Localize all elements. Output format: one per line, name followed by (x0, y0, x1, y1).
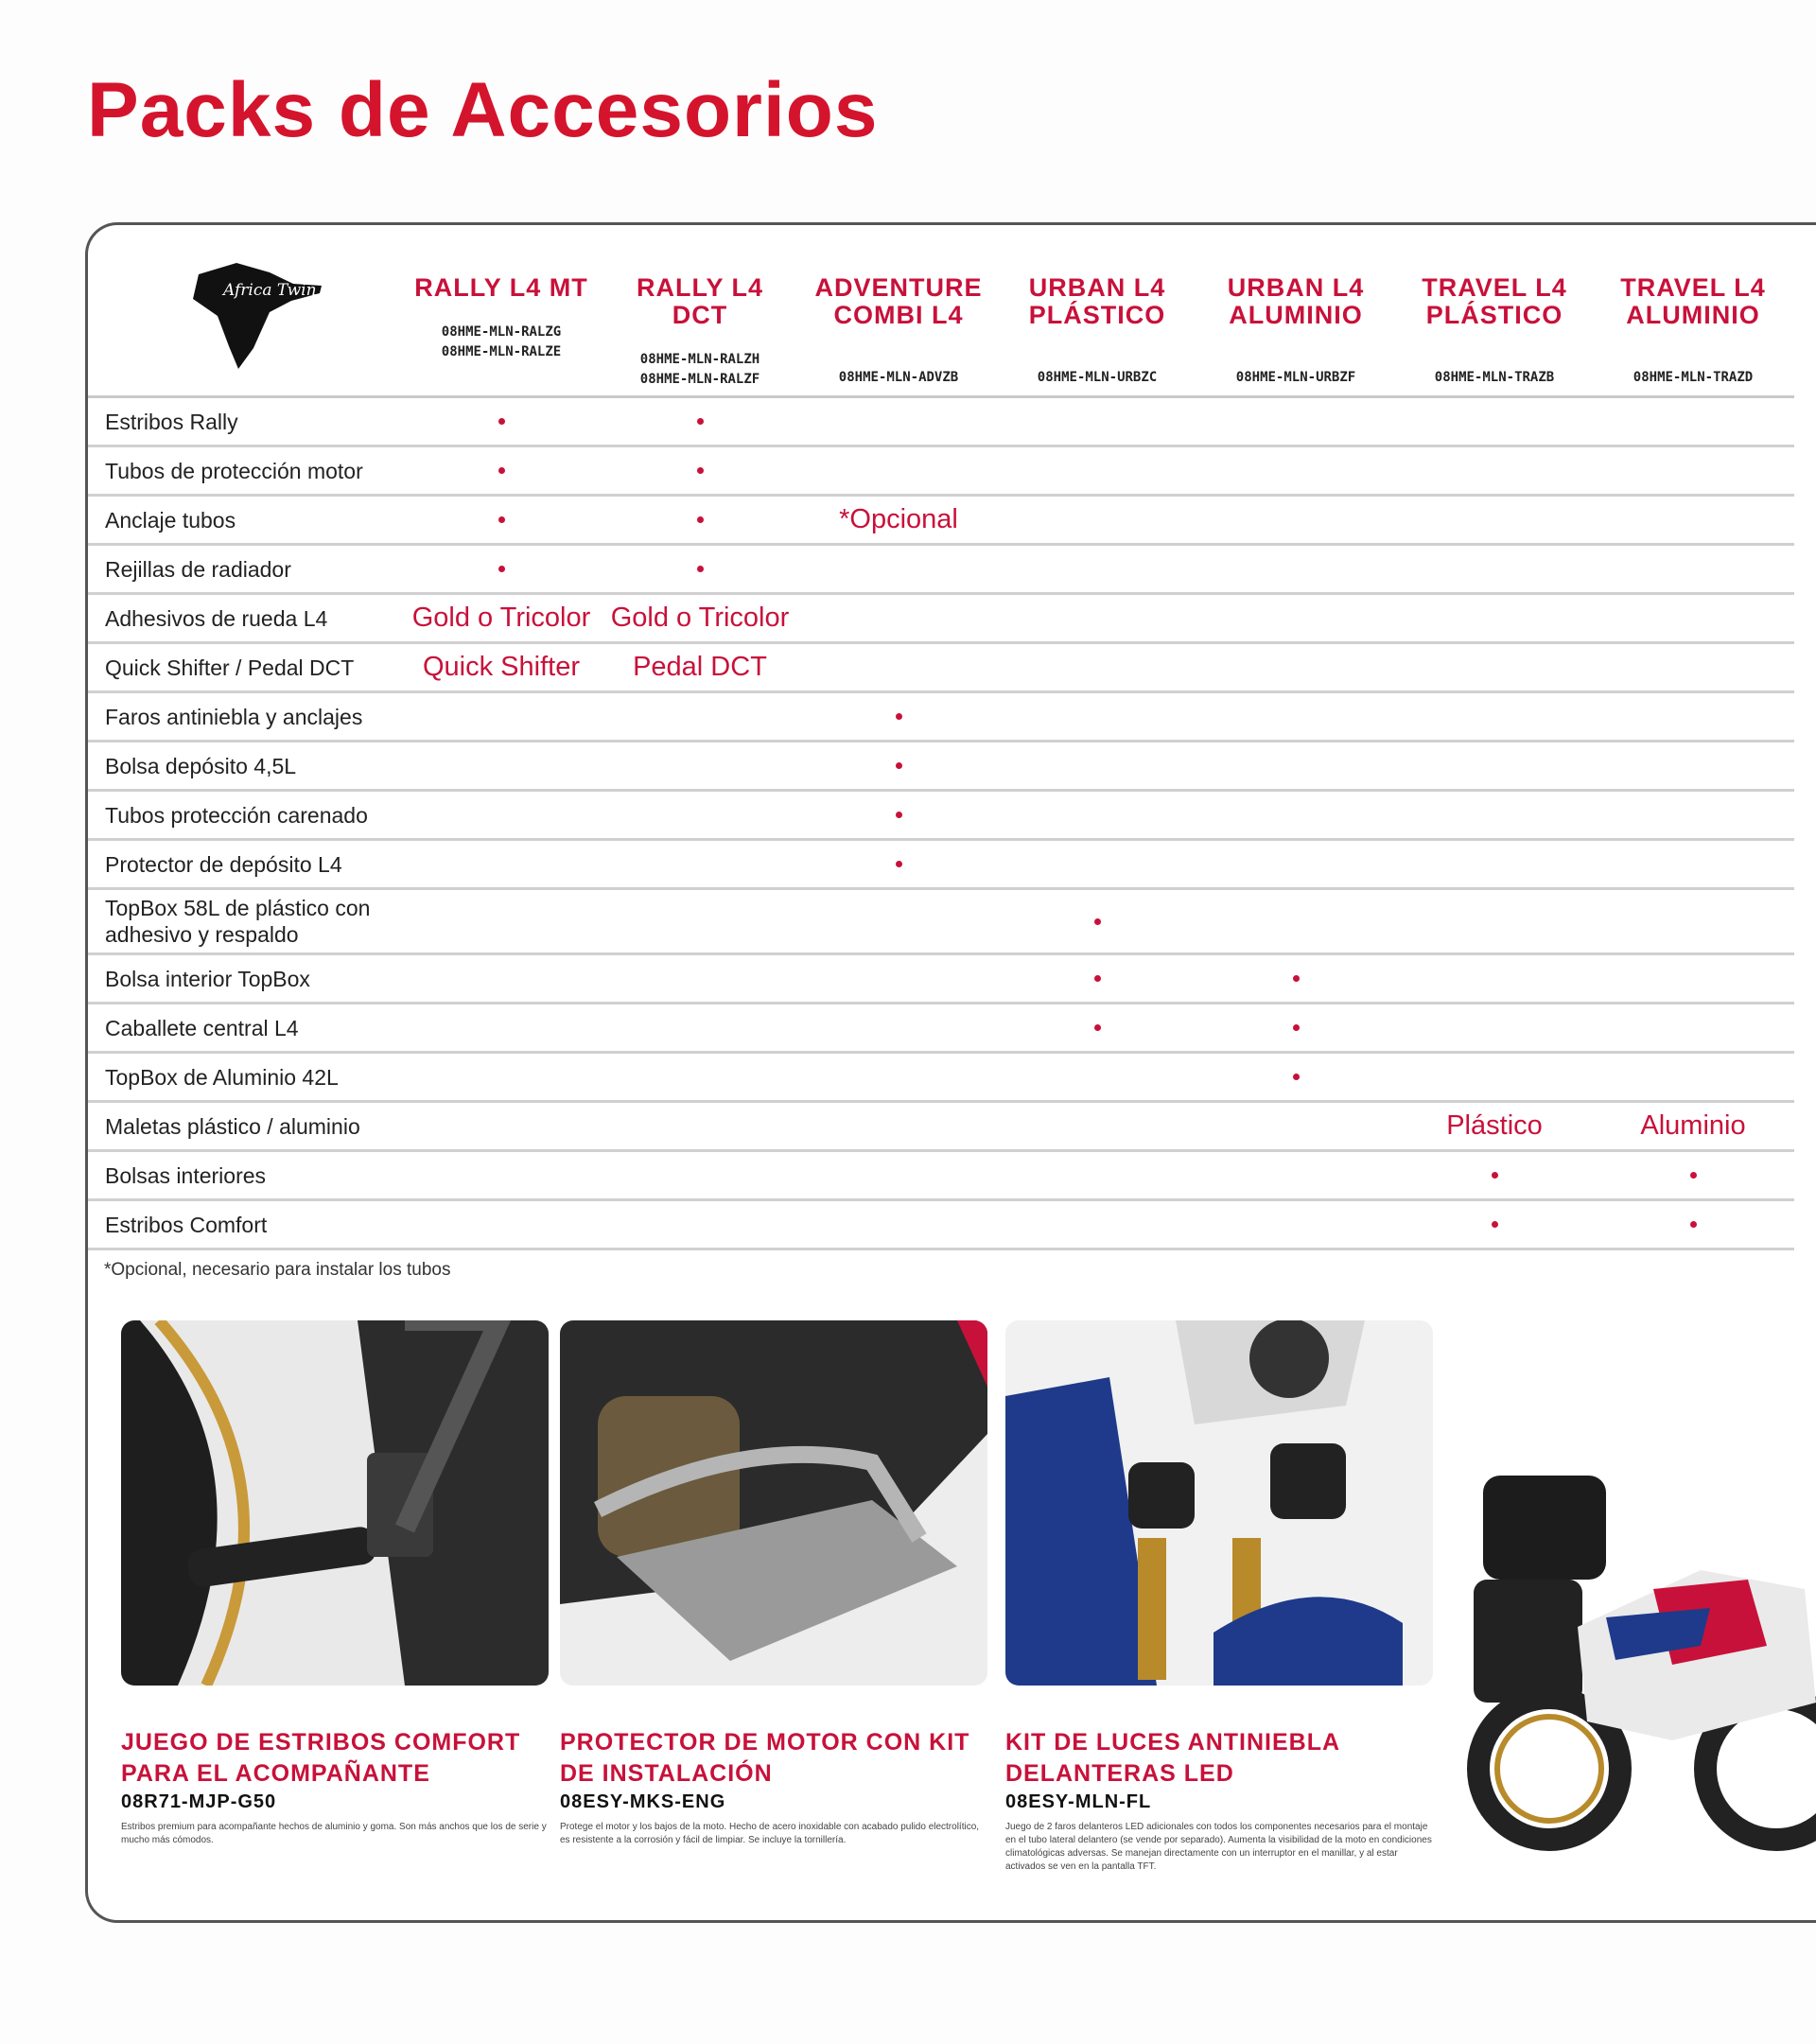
pack-name: ADVENTURE COMBI L4 (814, 273, 983, 329)
row-label: Bolsas interiores (105, 1162, 267, 1188)
row-label: Quick Shifter / Pedal DCT (105, 655, 355, 680)
card-title: KIT DE LUCES ANTINIEBLA DELANTERAS LED (1005, 1729, 1340, 1787)
pack-name: RALLY L4 DCT (636, 273, 764, 329)
included-dot (799, 792, 998, 838)
included-dot (1594, 1152, 1792, 1198)
card-title: PROTECTOR DE MOTOR CON KIT DE INSTALACIÓN (560, 1729, 970, 1787)
footpegs-photo (121, 1320, 549, 1686)
row-label: Estribos Rally (105, 409, 238, 434)
included-dot (799, 693, 998, 740)
product-card-comfort-footpegs (121, 1320, 549, 1847)
pack-name: TRAVEL L4 PLÁSTICO (1422, 273, 1567, 329)
cell-text: Pedal DCT (633, 652, 767, 682)
cell-text: Quick Shifter (423, 652, 580, 682)
row-label: Tubos protección carenado (105, 802, 368, 828)
included-dot (1196, 955, 1395, 1002)
pack-column-travel-aluminio (1598, 274, 1788, 388)
pack-code: 08HME-MLN-RALZH (639, 352, 760, 367)
pack-codes (1598, 368, 1788, 388)
row-label: TopBox 58L de plástico con adhesivo y respaldo (105, 896, 371, 947)
card-description: Protege el motor y los bajos de la moto. Hecho de acero inoxidable con acabado pulido electrolítico, es resistente a la corrosión y fácil de limpiar. Se incluye la tornillería. (560, 1822, 980, 1845)
fog-lights-image-icon (1005, 1320, 1433, 1686)
included-dot (998, 890, 1196, 952)
pack-codes (1003, 368, 1192, 388)
table-row (88, 497, 1794, 546)
included-dot (402, 398, 601, 445)
pack-code: 08HME-MLN-TRAZD (1633, 370, 1754, 385)
pack-name: RALLY L4 MT (414, 273, 588, 302)
pack-codes (1201, 368, 1390, 388)
pack-column-rally-mt (407, 274, 596, 362)
card-title: JUEGO DE ESTRIBOS COMFORT PARA EL ACOMPAÑANTE (121, 1729, 521, 1787)
cell-text: *Opcional (839, 504, 958, 534)
table-row (88, 841, 1794, 890)
pack-code: 08HME-MLN-RALZE (441, 344, 562, 359)
engine-protector-photo (560, 1320, 987, 1686)
row-label: Protector de depósito L4 (105, 851, 342, 877)
pack-column-rally-dct (605, 274, 794, 390)
accessory-table (88, 395, 1794, 1250)
pack-code: 08HME-MLN-URBZF (1235, 370, 1356, 385)
table-row (88, 1152, 1794, 1201)
included-dot (998, 1005, 1196, 1051)
row-label: Bolsa depósito 4,5L (105, 753, 297, 778)
table-row (88, 546, 1794, 595)
included-dot (998, 955, 1196, 1002)
included-dot (1196, 1005, 1395, 1051)
pack-codes (1400, 368, 1589, 388)
cell-text: Gold o Tricolor (610, 603, 790, 633)
pack-column-urban-plastico (1003, 274, 1192, 388)
table-row (88, 792, 1794, 841)
table-row (88, 447, 1794, 497)
product-card-engine-protector (560, 1320, 987, 1847)
table-row (88, 1103, 1794, 1152)
included-dot (601, 398, 799, 445)
card-code: 08R71-MJP-G50 (121, 1791, 277, 1812)
included-dot (601, 447, 799, 494)
table-row (88, 595, 1794, 644)
included-dot (1395, 1201, 1594, 1248)
table-row (88, 1054, 1794, 1103)
table-row (88, 955, 1794, 1005)
pack-column-travel-plastico (1400, 274, 1589, 388)
table-row (88, 890, 1794, 955)
card-code: 08ESY-MLN-FL (1005, 1791, 1152, 1812)
row-label: Rejillas de radiador (105, 556, 291, 582)
included-dot (601, 546, 799, 592)
row-label: Anclaje tubos (105, 507, 236, 533)
pack-codes (605, 350, 794, 390)
fog-lights-photo (1005, 1320, 1433, 1686)
table-row (88, 693, 1794, 742)
pack-name: URBAN L4 PLÁSTICO (1028, 273, 1166, 329)
product-card-fog-lights (1005, 1320, 1433, 1874)
included-dot (1594, 1201, 1792, 1248)
pack-codes (407, 323, 596, 362)
table-row (88, 644, 1794, 693)
pack-name: URBAN L4 ALUMINIO (1227, 273, 1365, 329)
footpeg-image-icon (121, 1320, 549, 1686)
pack-code: 08HME-MLN-TRAZB (1434, 370, 1555, 385)
footnote: *Opcional, necesario para instalar los tubos (104, 1260, 451, 1280)
table-row (88, 398, 1794, 447)
cell-text: Gold o Tricolor (411, 603, 591, 633)
row-label: TopBox de Aluminio 42L (105, 1064, 339, 1090)
cell-text: Plástico (1446, 1110, 1543, 1141)
included-dot (799, 841, 998, 887)
pack-codes (804, 368, 993, 388)
included-dot (402, 546, 601, 592)
table-row (88, 1005, 1794, 1054)
row-label: Maletas plástico / aluminio (105, 1113, 360, 1139)
row-label: Faros antiniebla y anclajes (105, 704, 363, 729)
card-description: Juego de 2 faros delanteros LED adicionales con todos los componentes necesarios para el montaje en el tubo lateral delantero (se vende por separado). Aumenta la visibilidad de la moto en condiciones climatológicas adversas. Se manejan directamente con un interruptor en el manillar, y al estar activados se ven en la pantalla TFT. (1005, 1822, 1432, 1872)
row-label: Estribos Comfort (105, 1212, 268, 1237)
pack-code: 08HME-MLN-ADVZB (838, 370, 959, 385)
cell-text: Aluminio (1640, 1110, 1746, 1141)
pack-code: 08HME-MLN-RALZG (441, 324, 562, 340)
pack-column-adventure-combi (804, 274, 993, 388)
table-row (88, 742, 1794, 792)
pack-name: TRAVEL L4 ALUMINIO (1620, 273, 1766, 329)
page-title: Packs de Accesorios (87, 67, 879, 153)
logo-brand-text: Africa Twin (223, 281, 317, 300)
included-dot (601, 497, 799, 543)
card-code: 08ESY-MKS-ENG (560, 1791, 726, 1812)
included-dot (1196, 1054, 1395, 1100)
included-dot (1395, 1152, 1594, 1198)
included-dot (799, 742, 998, 789)
row-label: Tubos de protección motor (105, 458, 363, 483)
pack-column-urban-aluminio (1201, 274, 1390, 388)
row-label: Caballete central L4 (105, 1015, 299, 1040)
row-label: Adhesivos de rueda L4 (105, 605, 328, 631)
row-label: Bolsa interior TopBox (105, 966, 310, 991)
pack-code: 08HME-MLN-RALZF (639, 372, 760, 387)
table-row (88, 1201, 1794, 1250)
motorcycle-travel-pack-icon (1464, 1457, 1816, 1892)
included-dot (402, 447, 601, 494)
pack-code: 08HME-MLN-URBZC (1037, 370, 1158, 385)
card-description: Estribos premium para acompañante hechos de aluminio y goma. Son más anchos que los de serie y mucho más cómodos. (121, 1822, 547, 1845)
engine-guard-image-icon (560, 1320, 987, 1686)
included-dot (402, 497, 601, 543)
africa-twin-logo-icon (180, 255, 331, 378)
